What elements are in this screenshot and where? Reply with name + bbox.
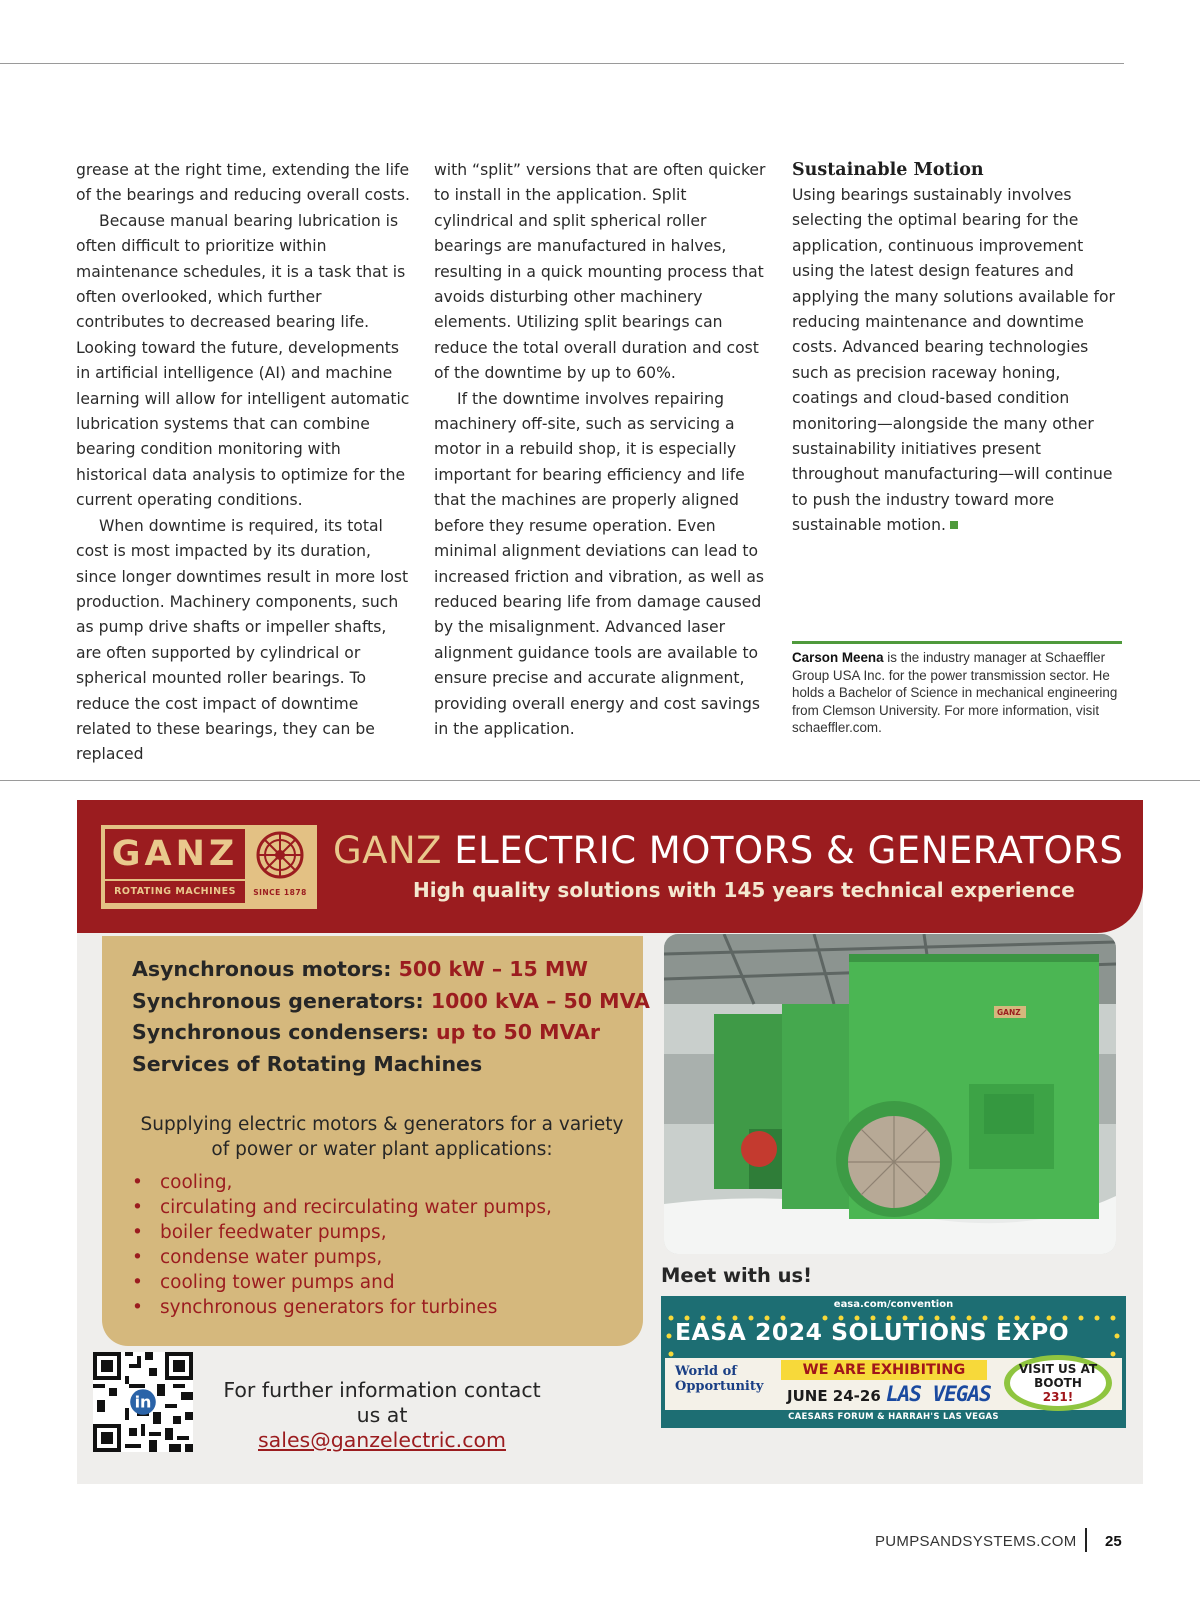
- qr-code[interactable]: [93, 1352, 193, 1452]
- spec-row: [132, 1049, 650, 1081]
- meet-with-us: Meet with us!: [661, 1264, 813, 1287]
- application-list: [132, 1170, 552, 1320]
- easa-headline: EASA 2024 SOLUTIONS EXPO: [675, 1318, 1070, 1346]
- ad-header: [77, 800, 1143, 933]
- motor-photo: [664, 934, 1116, 1254]
- list-item-text: circulating and recirculating water pumps,: [160, 1197, 552, 1218]
- list-item: [132, 1220, 552, 1245]
- bio-rule: [792, 641, 1122, 644]
- paragraph: Because manual bearing lubrication is often difficult to prioritize within maintenance schedules, it is a task that is often overlooked, which further contributes to decreased bearing life. Looking toward the future, developments in artificial intelligence (AI) and machine learning will allow for intelligent automatic lubrication systems that can combine bearing condition monitoring with historical data analysis to optimize for the current operating conditions.: [76, 211, 410, 510]
- event-dates-text: JUNE 24-26: [787, 1387, 886, 1405]
- spec-label: Asynchronous motors:: [132, 957, 399, 981]
- world-line: Opportunity: [675, 1379, 764, 1394]
- booth-line: VISIT US AT: [1018, 1362, 1098, 1376]
- list-item: [132, 1245, 552, 1270]
- bullet-icon: •: [132, 1297, 143, 1318]
- list-item-text: synchronous generators for turbines: [160, 1297, 498, 1318]
- booth-text: [1003, 1362, 1113, 1404]
- ganz-advertisement[interactable]: [77, 800, 1143, 1484]
- logo-wordmark: GANZ: [105, 829, 245, 879]
- bullet-icon: •: [132, 1247, 143, 1268]
- contact-block: [222, 1378, 542, 1453]
- list-item: [132, 1295, 552, 1320]
- top-rule: [0, 63, 1124, 64]
- spec-row: [132, 1017, 650, 1049]
- spec-label: Synchronous condensers:: [132, 1020, 437, 1044]
- booth-callout: [1003, 1354, 1113, 1412]
- qr-code-icon[interactable]: [93, 1352, 193, 1452]
- rotor-emblem-icon: [249, 829, 311, 881]
- booth-line: BOOTH: [1034, 1376, 1082, 1390]
- exhibiting-badge: WE ARE EXHIBITING: [781, 1360, 987, 1380]
- list-item-text: boiler feedwater pumps,: [160, 1222, 387, 1243]
- event-city: LAS VEGAS: [885, 1382, 991, 1406]
- footer-site[interactable]: PUMPSANDSYSTEMS.COM: [875, 1533, 1077, 1550]
- factory-motors-image: [664, 934, 1116, 1254]
- bullet-icon: •: [132, 1272, 143, 1293]
- list-item: [132, 1195, 552, 1220]
- motor-badge: GANZ: [997, 1008, 1021, 1017]
- paragraph: [792, 183, 1127, 539]
- spec-value: 1000 kVA – 50 MVA: [430, 988, 650, 1013]
- list-item-text: cooling,: [160, 1172, 233, 1193]
- spec-row: [132, 986, 650, 1018]
- bullet-icon: •: [132, 1172, 143, 1193]
- author-bio-text: is the industry manager at Schaeffler Group USA Inc. for the power transmission sector. He holds a Bachelor of Science in mechanical engineering from Clemson University. For more information, visit schaeffler.com.: [792, 650, 1118, 736]
- paragraph: If the downtime involves repairing machinery off-site, such as servicing a motor in a rebuild shop, it is especially important for bearing efficiency and life that the machines are properly aligned before they resume operation. Even minimal alignment deviations can lead to increased friction and vibration, as well as reduced bearing life from damage caused by the misalignment. Advanced laser alignment guidance tools are available to ensure precise and accurate alignment, providing overall energy and cost savings in the application.: [434, 389, 765, 738]
- event-dates: [787, 1382, 991, 1406]
- spec-label: Services of Rotating Machines: [132, 1051, 483, 1076]
- ad-title-brand: GANZ: [333, 829, 443, 872]
- world-of-opportunity-logo: [675, 1364, 775, 1406]
- easa-url[interactable]: easa.com/convention: [833, 1299, 954, 1310]
- list-item: [132, 1170, 552, 1195]
- bullet-icon: •: [132, 1222, 143, 1243]
- world-line: World of: [675, 1364, 737, 1379]
- article-column-2: [434, 158, 769, 742]
- list-item-text: cooling tower pumps and: [160, 1272, 395, 1293]
- ganz-logo: [101, 825, 317, 909]
- section-heading: Sustainable Motion: [792, 160, 984, 180]
- easa-expo-banner[interactable]: [661, 1296, 1126, 1428]
- ad-feature-panel: [102, 936, 650, 1346]
- paragraph-text: Using bearings sustainably involves selecting the optimal bearing for the application, continuous improvement using the latest design features and applying the many solutions available for reducing maintenance and downtime costs. Advanced bearing technologies such as precision raceway honing, coatings and cloud-based condition monitoring—alongside the many other sustainability initiatives present throughout manufacturing—will continue to push the industry toward more sustainable motion.: [792, 186, 1115, 535]
- event-venue: CAESARS FORUM & HARRAH'S LAS VEGAS: [788, 1412, 999, 1422]
- section-rule: [0, 780, 1200, 781]
- footer-divider: [1085, 1528, 1087, 1552]
- paragraph: grease at the right time, extending the life of the bearings and reducing overall costs.: [76, 161, 410, 205]
- article-column-3: [792, 158, 1127, 539]
- contact-line: For further information contact us at: [223, 1378, 541, 1427]
- supply-line: of power or water plant applications:: [211, 1139, 553, 1160]
- logo-subtitle: ROTATING MACHINES: [105, 881, 245, 903]
- ad-tagline: High quality solutions with 145 years technical experience: [413, 878, 1075, 902]
- spec-value: up to 50 MVAr: [436, 1020, 600, 1044]
- supply-line: Supplying electric motors & generators for a variety: [140, 1114, 624, 1135]
- linkedin-icon: in: [134, 1392, 152, 1412]
- ad-title: [333, 828, 1133, 874]
- logo-since: SINCE 1878: [253, 888, 307, 897]
- paragraph: When downtime is required, its total cost is most impacted by its duration, since longer downtimes result in more lost production. Machinery components, such as pump drive shafts or impeller shafts, are often supported by cylindrical or spherical mounted roller bearings. To reduce the cost impact of downtime related to these bearings, they can be replaced: [76, 516, 409, 764]
- list-item: [132, 1270, 552, 1295]
- contact-email-link[interactable]: sales@ganzelectric.com: [258, 1428, 506, 1452]
- paragraph: with “split” versions that are often quicker to install in the application. Split cylindrical and split spherical roller bearings are manufactured in halves, resulting in a quick mounting process that avoids disturbing other machinery elements. Utilizing split bearings can reduce the total overall duration and cost of the downtime by up to 60%.: [434, 161, 766, 383]
- booth-number: 231!: [1042, 1390, 1074, 1404]
- page-number: 25: [1105, 1533, 1122, 1550]
- spec-label: Synchronous generators:: [132, 988, 431, 1013]
- author-name: Carson Meena: [792, 650, 884, 665]
- bullet-icon: •: [132, 1197, 143, 1218]
- end-of-article-mark: [950, 521, 958, 529]
- supply-statement: [132, 1112, 632, 1162]
- easa-details: [665, 1358, 1122, 1410]
- article-column-1: [76, 158, 411, 768]
- author-bio: [792, 649, 1127, 737]
- spec-value: 500 kW – 15 MW: [398, 957, 588, 981]
- list-item-text: condense water pumps,: [160, 1247, 383, 1268]
- spec-row: [132, 954, 650, 986]
- ad-title-rest: ELECTRIC MOTORS & GENERATORS: [442, 829, 1124, 872]
- spec-list: [132, 954, 650, 1080]
